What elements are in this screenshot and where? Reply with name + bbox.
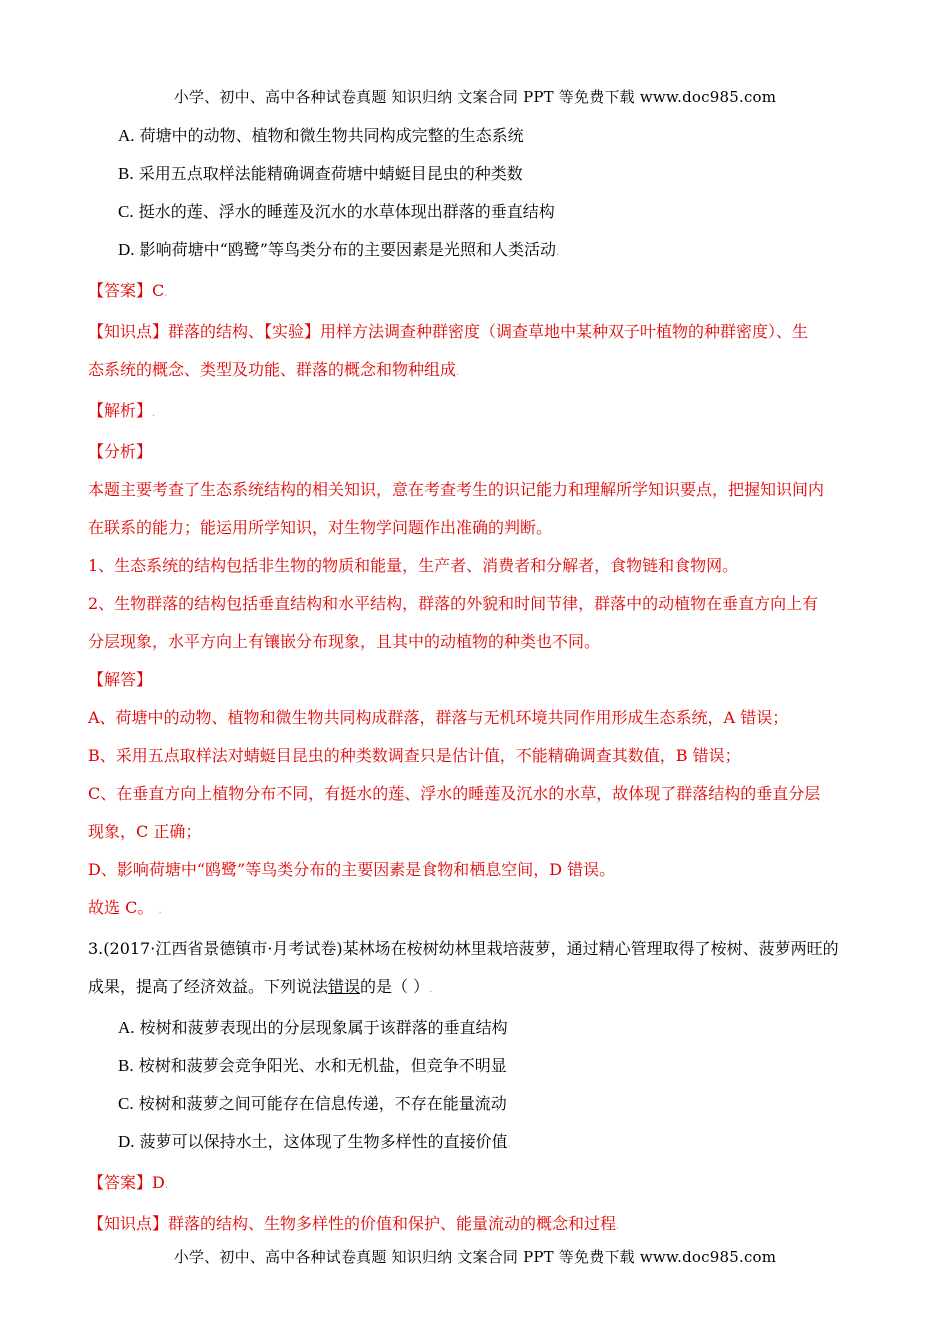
option-letter: A. (118, 1018, 135, 1037)
q3-option-b (88, 1052, 868, 1080)
q3-option-a (88, 1014, 868, 1042)
q2-knowledge-line-1: 【知识点】群落的结构、【实验】用样方法调查种群密度（调查草地中某种双子叶植物的种群密度）、生 (88, 322, 809, 341)
q2-fenxi-line-1: 本题主要考查了生态系统结构的相关知识，意在考查考生的识记能力和理解所学知识要点，把握知识间内 (88, 480, 825, 499)
q2-knowledge-line-2: 态系统的概念、类型及功能、群落的概念和物种组成. (88, 360, 460, 379)
q2-jieda-a: A、荷塘中的动物、植物和微生物共同构成群落，群落与无机环境共同作用形成生态系统，A 错误； (88, 708, 789, 727)
document-body (88, 122, 868, 1241)
q2-point-1: 1、生态系统的结构包括非生物的物质和能量，生产者、消费者和分解者，食物链和食物网。 (88, 556, 739, 575)
option-letter: B. (118, 164, 134, 183)
q3-option-c (88, 1090, 868, 1118)
option-letter: A. (118, 126, 135, 145)
option-text: 挺水的莲、浮水的睡莲及沉水的水草体现出群落的垂直结构 (138, 202, 555, 221)
option-text: 影响荷塘中“鸥鹭”等鸟类分布的主要因素是光照和人类活动 (139, 240, 556, 259)
option-letter: C. (118, 1094, 134, 1113)
knowledge-text: 态系统的概念、类型及功能、群落的概念和物种组成 (88, 360, 457, 379)
analysis-title-text: 【解析】 (88, 401, 153, 420)
page-header: 小学、初中、高中各种试卷真题 知识归纳 文案合同 PPT 等免费下载 www.doc985.com (173, 88, 777, 106)
q3-answer: 【答案】D. (88, 1173, 169, 1192)
q3-knowledge: 【知识点】群落的结构、生物多样性的价值和保护、能量流动的概念和过程. (88, 1214, 620, 1233)
q2-jieda-b: B、采用五点取样法对蜻蜓目昆虫的种类数调查只是估计值，不能精确调查其数值，B 错误； (88, 746, 741, 765)
q2-point-2-line-1: 2、生物群落的结构包括垂直结构和水平结构，群落的外貌和时间节律，群落中的动植物在垂直方向上有 (88, 594, 819, 613)
answer-text: 【答案】C (88, 281, 165, 300)
page-footer: 小学、初中、高中各种试卷真题 知识归纳 文案合同 PPT 等免费下载 www.doc985.com (173, 1248, 777, 1266)
q2-conclusion: 故选 C。 . (88, 898, 162, 917)
option-text: 菠萝可以保持水土，这体现了生物多样性的直接价值 (139, 1132, 508, 1151)
q2-option-a (88, 122, 868, 150)
option-letter: C. (118, 202, 134, 221)
q2-analysis-title: 【解析】. (88, 401, 156, 420)
q2-option-b (88, 160, 868, 188)
conclusion-text: 故选 C。 (88, 898, 154, 917)
option-text: 桉树和菠萝表现出的分层现象属于该群落的垂直结构 (139, 1018, 508, 1037)
stem-text: 成果，提高了经济效益。下列说法 (88, 977, 329, 996)
q2-jieda-c-line-2: 现象，C 正确； (88, 822, 202, 841)
q2-jieda-d: D、影响荷塘中“鸥鹭”等鸟类分布的主要因素是食物和栖息空间，D 错误。 (88, 860, 616, 879)
q2-jieda-title: 【解答】 (88, 670, 153, 689)
option-text: 桉树和菠萝之间可能存在信息传递，不存在能量流动 (138, 1094, 507, 1113)
q2-point-2-line-2: 分层现象，水平方向上有镶嵌分布现象，且其中的动植物的种类也不同。 (88, 632, 601, 651)
q2-option-c (88, 198, 868, 226)
q2-fenxi-line-2: 在联系的能力；能运用所学知识，对生物学问题作出准确的判断。 (88, 518, 553, 537)
option-text: 桉树和菠萝会竞争阳光、水和无机盐，但竞争不明显 (138, 1056, 507, 1075)
q2-option-d: D. 影响荷塘中“鸥鹭”等鸟类分布的主要因素是光照和人类活动. (118, 240, 560, 259)
q3-option-d: D. 菠萝可以保持水土，这体现了生物多样性的直接价值. (118, 1132, 511, 1151)
option-text: 采用五点取样法能精确调查荷塘中蜻蜓目昆虫的种类数 (138, 164, 523, 183)
q2-answer: 【答案】C. (88, 281, 168, 300)
option-letter: D. (118, 1132, 135, 1151)
q3-stem-line-1: 3.(2017·江西省景德镇市·月考试卷)某林场在桉树幼林里栽培菠萝，通过精心管理取得了桉树、菠萝两旺的 (88, 939, 839, 958)
option-text: 荷塘中的动物、植物和微生物共同构成完整的生态系统 (139, 126, 524, 145)
knowledge-text: 【知识点】群落的结构、生物多样性的价值和保护、能量流动的概念和过程 (88, 1214, 617, 1233)
q2-fenxi-title: 【分析】 (88, 442, 153, 461)
stem-text-end: 的是（ ） (360, 977, 430, 996)
option-letter: D. (118, 240, 135, 259)
option-letter: B. (118, 1056, 134, 1075)
stem-underlined-text: 错误 (328, 977, 361, 996)
q2-jieda-c-line-1: C、在垂直方向上植物分布不同，有挺水的莲、浮水的睡莲及沉水的水草，故体现了群落结构的垂直分层 (88, 784, 821, 803)
answer-text: 【答案】D (88, 1173, 165, 1192)
q3-stem-line-2: 成果，提高了经济效益。下列说法错误的是（ ）. (88, 977, 433, 996)
